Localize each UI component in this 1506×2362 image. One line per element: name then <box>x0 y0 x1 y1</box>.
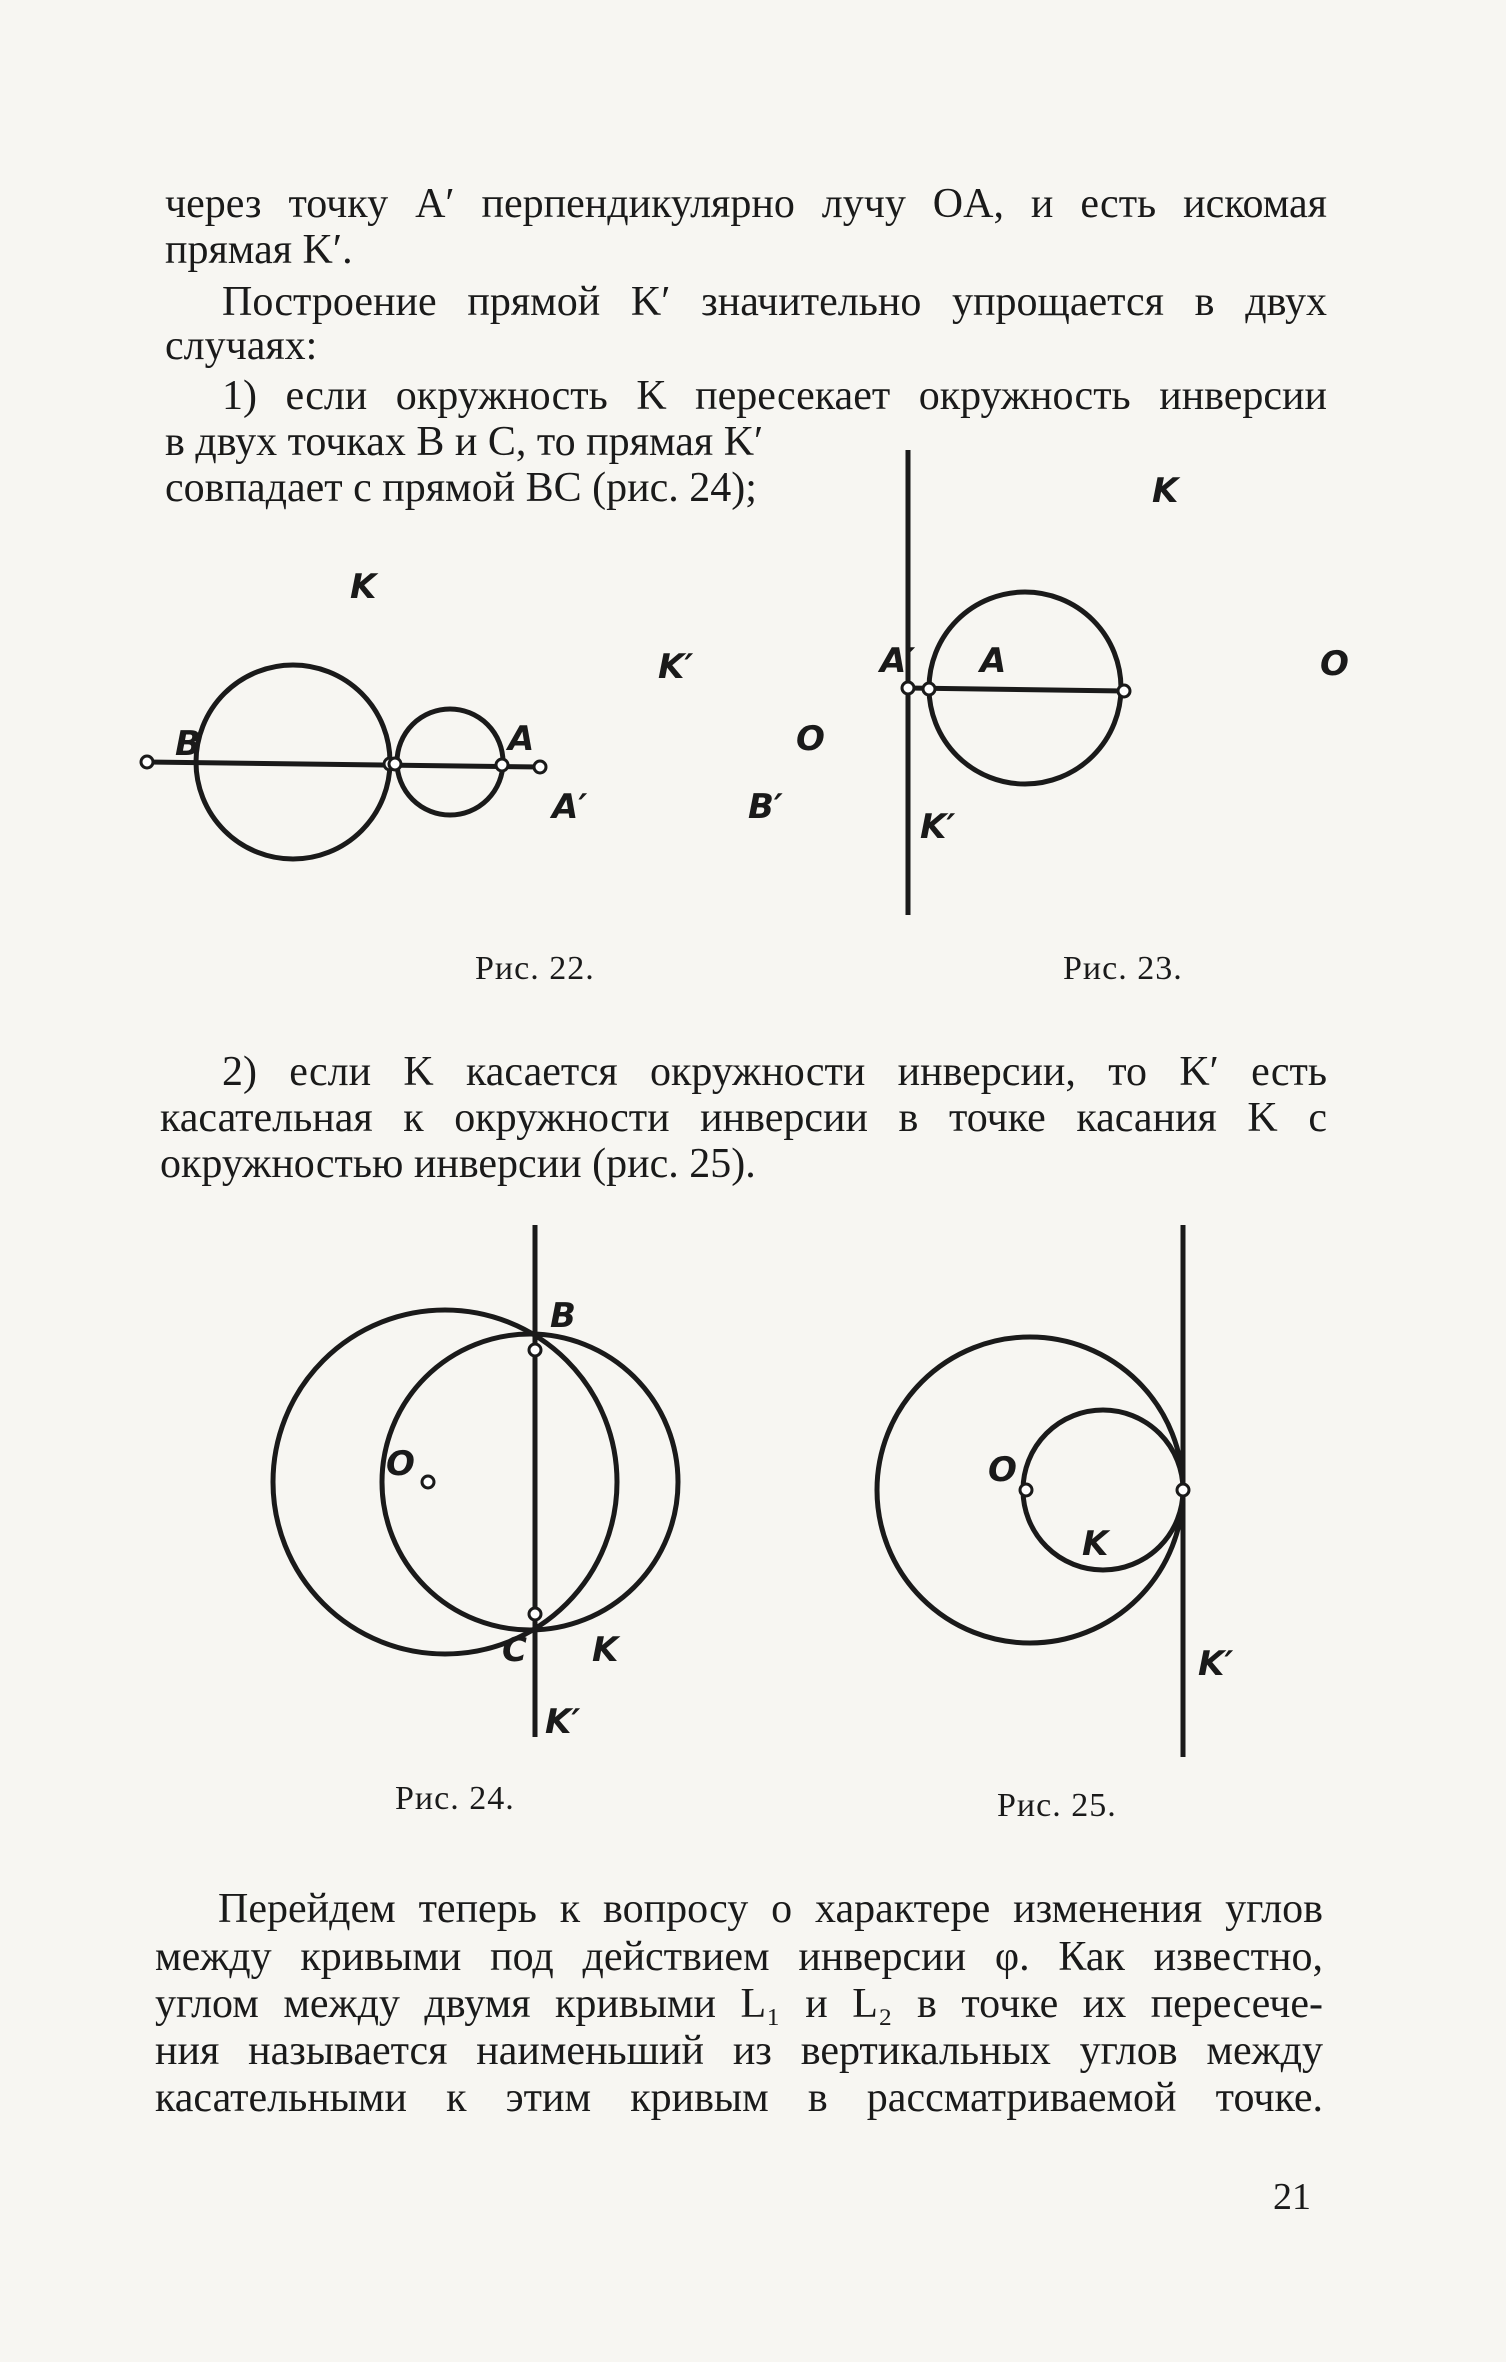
figure-22-caption: Рис. 22. <box>475 950 595 987</box>
figure-25-caption: Рис. 25. <box>997 1787 1117 1824</box>
figure-23 <box>860 450 1380 920</box>
figure-25 <box>870 1225 1270 1765</box>
point-A-prime <box>902 682 914 694</box>
label-K: K <box>592 1630 619 1670</box>
label-O: O <box>796 719 825 759</box>
point-C <box>529 1608 541 1620</box>
label-C: C <box>502 1630 527 1670</box>
label-A: A <box>508 719 535 759</box>
label-O: O <box>1320 644 1349 684</box>
point-O <box>1118 685 1130 697</box>
label-K-prime: K′ <box>920 807 956 847</box>
case2-line-2: касательная к окружности инверсии в точке касания K с <box>160 1095 1327 1141</box>
page-number: 21 <box>1273 2176 1311 2218</box>
label-K-prime: K′ <box>1198 1644 1234 1684</box>
figure-22 <box>150 560 850 930</box>
line-A-prime-O <box>908 688 1124 691</box>
label-K-prime: K′ <box>545 1702 581 1742</box>
line-BO <box>147 762 540 767</box>
label-B: B <box>550 1296 576 1336</box>
label-A-prime: A′ <box>552 787 588 827</box>
label-B: B <box>175 724 201 764</box>
paragraph-construction-line-1: Построение прямой K′ значительно упрощается в двух <box>222 279 1327 325</box>
figure-24 <box>250 1225 730 1745</box>
point-O <box>1020 1484 1032 1496</box>
paragraph-construction-line-2: случаях: <box>165 323 318 369</box>
label-K: K <box>1082 1524 1109 1564</box>
figure-24-caption: Рис. 24. <box>395 1780 515 1817</box>
label-A: A <box>980 641 1007 681</box>
label-O: O <box>988 1450 1017 1490</box>
point-B-prime <box>496 759 508 771</box>
paragraph-angles-line-1: Перейдем теперь к вопросу о характере изменения углов <box>218 1886 1323 1932</box>
point-A-prime <box>389 758 401 770</box>
label-K: K <box>350 567 377 607</box>
paragraph-angles-line-4: ния называется наименьший из вертикальных углов между <box>155 2028 1323 2074</box>
paragraph-angles-line-5: касательными к этим кривым в рассматриваемой точке. <box>155 2075 1323 2121</box>
paragraph-angles-line-3: углом между двумя кривыми L₁ и L₂ в точке их пересече- <box>155 1981 1323 2027</box>
label-B-prime: B′ <box>748 787 783 827</box>
circle-K-prime <box>397 709 503 815</box>
label-K: K <box>1152 471 1179 511</box>
point-A <box>923 683 935 695</box>
point-B <box>529 1344 541 1356</box>
case1-line-2: в двух точках B и C, то прямая K′ <box>165 419 764 465</box>
point-B <box>141 756 153 768</box>
paragraph-angles-line-2: между кривыми под действием инверсии φ. Как известно, <box>155 1934 1323 1980</box>
case1-line-1: 1) если окружность K пересекает окружность инверсии <box>222 373 1327 419</box>
point-O <box>422 1476 434 1488</box>
case2-line-3: окружностью инверсии (рис. 25). <box>160 1141 756 1187</box>
paragraph-intro-line-1: через точку A′ перпендикулярно лучу OA, и есть искомая <box>165 181 1327 227</box>
label-A-prime: A′ <box>880 641 916 681</box>
point-O <box>534 761 546 773</box>
paragraph-intro-line-2: прямая K′. <box>165 227 353 273</box>
figure-23-caption: Рис. 23. <box>1063 950 1183 987</box>
case1-line-3: совпадает с прямой BC (рис. 24); <box>165 465 757 511</box>
point-tangency <box>1177 1484 1189 1496</box>
label-O: O <box>386 1444 415 1484</box>
case2-line-1: 2) если K касается окружности инверсии, то K′ есть <box>222 1049 1327 1095</box>
label-K-prime: K′ <box>658 647 694 687</box>
